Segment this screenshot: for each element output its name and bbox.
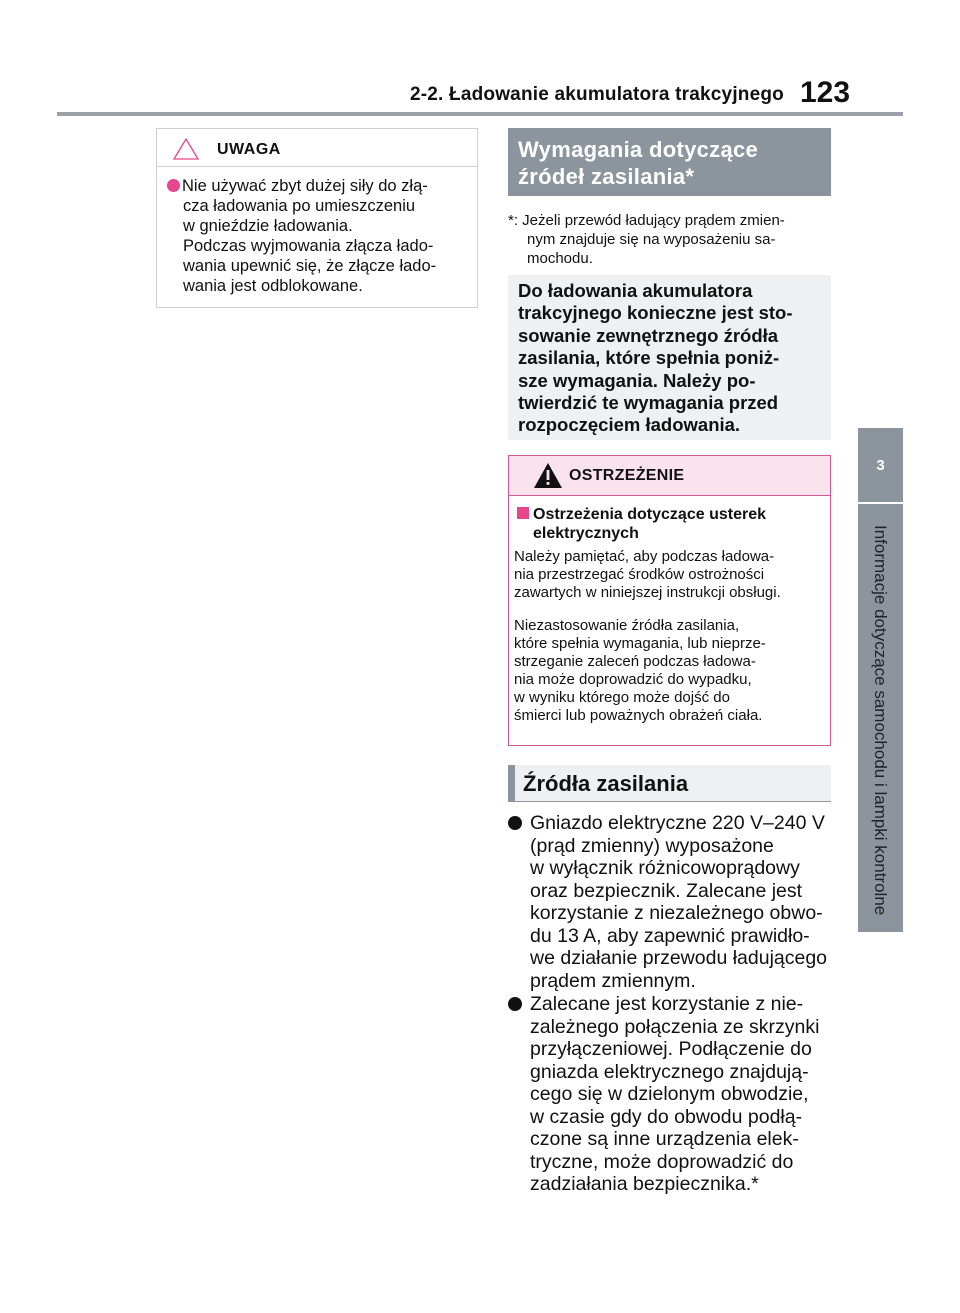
bullet-line: Gniazdo elektryczne 220 V–240 V — [530, 812, 825, 834]
notice-title: UWAGA — [217, 141, 281, 158]
requirements-heading — [508, 128, 831, 196]
paragraph-line: nia może doprowadzić do wypadku, — [514, 671, 752, 688]
bullet-icon — [508, 997, 522, 1011]
intro-line: Do ładowania akumulatora — [518, 280, 753, 301]
bullet-line: tryczne, może doprowadzić do — [530, 1150, 794, 1173]
warning-triangle-icon — [533, 462, 563, 489]
intro-line: rozpoczęciem ładowania. — [518, 414, 741, 436]
intro-line: sowanie zewnętrznego źródła — [518, 324, 779, 346]
bullet-line: (prąd zmienny) wyposażone — [530, 834, 774, 857]
bullet-line: we działanie przewodu ładującego — [530, 947, 828, 969]
footnote-line: nym znajduje się na wyposażeniu sa- — [527, 231, 776, 248]
bullet-icon — [167, 179, 180, 192]
warning-subtitle — [517, 505, 823, 543]
notice-line: wania upewnić się, że złącze łado- — [183, 257, 437, 275]
paragraph-line: nia przestrzegać środków ostrożności — [514, 566, 765, 583]
warning-paragraph-2 — [514, 617, 826, 725]
warning-paragraph-1 — [514, 548, 826, 602]
subtitle-line: Ostrzeżenia dotyczące usterek — [533, 506, 766, 523]
bullet-line: zadziałania bezpiecznika.* — [530, 1173, 759, 1195]
warning-header — [509, 456, 830, 496]
footnote — [508, 211, 833, 268]
bullet-line: czone są inne urządzenia elek- — [530, 1128, 799, 1150]
notice-line: cza ładowania po umieszczeniu — [183, 197, 416, 215]
notice-text — [167, 176, 473, 296]
footnote-line: mochodu. — [527, 250, 593, 267]
section-title: 2-2. Ładowanie akumulatora trakcyjnego — [410, 84, 784, 105]
page-number: 123 — [800, 76, 851, 109]
square-bullet-icon — [517, 507, 529, 519]
chapter-tab — [858, 428, 903, 502]
paragraph-line: które spełnia wymagania, lub nieprze- — [514, 635, 766, 652]
bullet-line: gniazda elektrycznego znajdują- — [530, 1060, 809, 1083]
notice-header — [157, 129, 477, 167]
bullet-item — [508, 993, 833, 1196]
paragraph-line: Należy pamiętać, aby podczas ładowa- — [514, 548, 775, 565]
intro-line: twierdzić te wymagania przed — [518, 392, 779, 414]
notice-line: Podczas wyjmowania złącza łado- — [183, 237, 434, 255]
header-rule — [57, 112, 903, 116]
chapter-label: Informacje dotyczące samochodu i lampki kontrolne — [871, 524, 890, 916]
intro-box — [508, 275, 831, 440]
bullet-line: korzystanie z niezależnego obwo- — [530, 902, 823, 924]
bullet-line: du 13 A, aby zapewnić prawidło- — [530, 924, 810, 947]
warning-title: OSTRZEŻENIE — [569, 467, 685, 484]
paragraph-line: śmierci lub poważnych obrażeń ciała. — [514, 707, 763, 724]
subtitle-line: elektrycznych — [533, 525, 639, 542]
paragraph-line: w wyniku którego może dojść do — [514, 689, 730, 706]
bullet-line: w wyłącznik różnicowoprądowy — [530, 857, 800, 879]
notice-line: wania jest odblokowane. — [183, 277, 363, 295]
bullet-line: cego się w dzielonym obwodzie, — [530, 1083, 809, 1105]
bullet-line: Zalecane jest korzystanie z nie- — [530, 993, 804, 1015]
bullet-line: przyłączeniowej. Podłączenie do — [530, 1038, 812, 1060]
notice-line: Nie używać zbyt dużej siły do złą- — [182, 177, 428, 195]
intro-line: trakcyjnego konieczne jest sto- — [518, 302, 793, 324]
bullet-icon — [508, 816, 522, 830]
notice-box — [156, 128, 478, 308]
heading-line: źródeł zasilania* — [518, 164, 695, 189]
warning-box — [508, 455, 831, 746]
bullet-item — [508, 812, 833, 992]
chapter-label-wrap — [850, 510, 910, 930]
bullet-line: prądem zmiennym. — [530, 969, 696, 992]
caution-triangle-icon — [173, 138, 199, 160]
chapter-number: 3 — [876, 456, 885, 474]
paragraph-line: strzeganie zaleceń podczas ładowa- — [514, 653, 756, 670]
bullet-line: oraz bezpiecznik. Zalecane jest — [530, 879, 803, 902]
bullet-line: w czasie gdy do obwodu podłą- — [530, 1105, 803, 1128]
power-sources-heading: Źródła zasilania — [508, 765, 831, 802]
paragraph-line: zawartych w niniejszej instrukcji obsługi. — [514, 584, 781, 601]
notice-line: w gnieździe ładowania. — [183, 217, 353, 235]
intro-line: sze wymagania. Należy po- — [518, 369, 756, 391]
bullet-line: zależnego połączenia ze skrzynki — [530, 1015, 820, 1038]
heading-line: Wymagania dotyczące — [518, 137, 759, 162]
footnote-line: *: Jeżeli przewód ładujący prądem zmien- — [508, 212, 785, 229]
paragraph-line: Niezastosowanie źródła zasilania, — [514, 617, 740, 634]
intro-line: zasilania, które spełnia poniż- — [518, 347, 780, 369]
